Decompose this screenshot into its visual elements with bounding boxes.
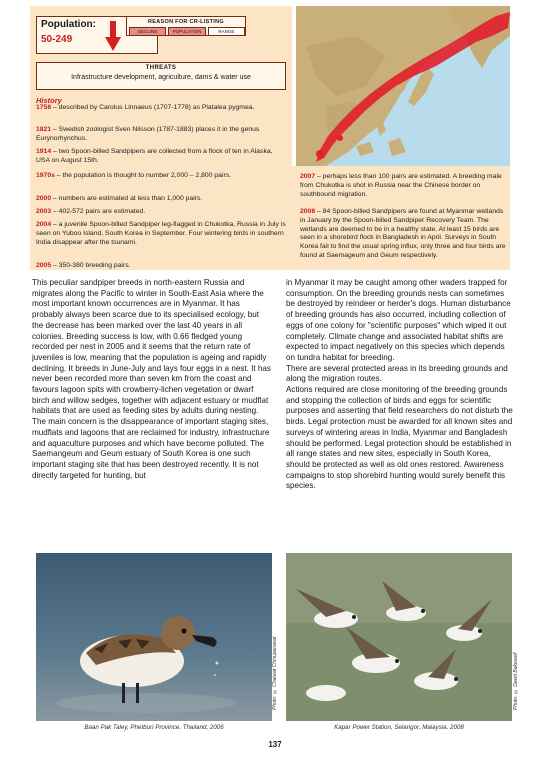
- reason-tags: [129, 27, 245, 36]
- photo-caption-right: Kapar Power Station, Selangor, Malaysia, 2008: [334, 724, 464, 731]
- history-text: – perhaps less than 100 pairs are estimated. A breeding male from Chukotka is shot in Russia near the Chinese border on southbound migration.: [300, 173, 502, 198]
- photo-caption-left: Baan Pak Taley, Phetburi Province, Thailand, 2006: [84, 724, 224, 731]
- history-year: 2007: [300, 173, 316, 180]
- history-text: – the population is thought to number 2,000 – 2,800 pairs.: [54, 172, 231, 179]
- reason-box: [126, 16, 246, 36]
- history-text: – two Spoon-billed Sandpipers are collected from a flock of ten in Alaska, USA on August 15th.: [36, 148, 273, 164]
- photo-credit-right: Photo: © David Bakewell: [513, 652, 519, 710]
- history-year: 1821: [36, 126, 52, 133]
- history-entry: [36, 104, 286, 113]
- history-text: – a juvenile Spoon-billed Sandpiper leg-flagged in Chukotka, Russia in July is seen on Yuboo Island, South Korea in September. Four wintering birds in southern India disappear after the tsunami.: [36, 221, 286, 246]
- history-entry: [36, 262, 286, 271]
- history-year: 2003: [36, 208, 52, 215]
- range-map: [296, 6, 510, 166]
- threats-text: Infrastructure development, agriculture, dams & water use: [71, 74, 251, 81]
- population-value: 50-249: [41, 34, 73, 45]
- history-entry: [36, 208, 286, 217]
- history-text: – described by Carolus Linnaeus (1707-1778) as Platalea pygmea.: [51, 104, 255, 111]
- threats-box: [36, 62, 286, 90]
- body-text-left: This peculiar sandpiper breeds in north-eastern Russia and migrates along the Pacific to winter in South-East Asia where the most important known occurrences are in Myanmar. It has probably always been scarce due to its specialised ecology, but the decrease has been marked over the last 40 years in all colonies. Breeding success is low, with 0.66 fledged young recorded per nest in 2005 and it seems that the return rate of juveniles is low, meaning that the population is ageing and rapidly declining. It breeds in June-July and lays four eggs in a nest. It has never been recorded more than seven km from the coast and favours lagoon spits with crowberry-lichen vegetation or dwarf birch and willow sedges, together with adjacent estuary or mudflat habitats that are used as feeding sites by adults during nesting. The main concern is the disappearance of important staging sites, mudflats and lagoons that are reclaimed for industry, infrastructure and aquaculture purposes and which have become polluted. The Saemangeum and Geum estuary of South Korea is one such important staging site that has been destroyed recently. It is not directly targeted for hunting, but: [32, 278, 271, 480]
- history-entry: [36, 126, 286, 144]
- history-year: 1758: [36, 104, 52, 111]
- decline-arrow-icon: [105, 21, 121, 51]
- reason-title: REASON FOR CR-LISTING: [148, 19, 224, 25]
- history-year: 2004: [36, 221, 52, 228]
- photo-sandpiper-standing: [36, 553, 272, 721]
- threats-title: THREATS: [145, 65, 177, 71]
- reason-tag-range: RANGE: [208, 27, 245, 36]
- population-label: Population:: [41, 19, 96, 30]
- page-number: 137: [268, 740, 282, 749]
- history-year: 2000: [36, 195, 52, 202]
- body-text-right: in Myanmar it may be caught among other waders trapped for consumption. On the breeding grounds nests can sometimes be destroyed by reindeer or herder's dogs. Human disturbance of breeding grounds has also occurred, including collection of eggs of one colony for "scientific purposes" which wiped it out completely. Climate change and associated habitat shifts are expected to impact negatively on this species which depends on tundra habitat for breeding. There are several protected areas in its breeding grounds and along the migration routes. Actions required are close monitoring of the breeding grounds and stopping the collection of birds and eggs for scientific purposes and asserting that field researchers do not disturb the birds. Legal protection must be awarded for all known sites and surveys of wintering areas in India, Myanmar and Bangladesh should be performed. Legal protection should be established in all range states and new sites, especially in South Korea, should be protected as well as old ones restored. Awareness campaigns to stop shorebird hunting would surely benefit this species.: [286, 278, 513, 491]
- range-map-image: [296, 6, 510, 166]
- history-entry: [36, 148, 286, 166]
- history-text: – 350-380 breeding pairs.: [51, 262, 131, 269]
- photo-credit-left: Photo: © Chaiwat Chinuparawat: [272, 636, 278, 710]
- reason-tag-decline: DECLINE: [129, 27, 166, 36]
- history-year: 2008: [300, 208, 316, 215]
- history-year: 1914: [36, 148, 52, 155]
- reason-tag-population: POPULATION: [168, 27, 205, 36]
- history-entry: [36, 195, 286, 204]
- photo-sandpipers-flight: [286, 553, 512, 721]
- history-text: – 402-572 pairs are estimated.: [51, 208, 146, 215]
- history-text: – 84 Spoon-billed Sandpipers are found at Myanmar wetlands in January by the Spoon-billed Sandpiper Recovery Team. The wetlands are deemed to be in a healthy state. At least 15 birds are seen in a shorebird flock in Bangladesh in April. Surveys in South Korea fail to find the usual spring influx, only three and four birds are found at Saemageum and Geum respectively.: [300, 208, 506, 259]
- history-year: 2005: [36, 262, 52, 269]
- history-entry: [36, 221, 286, 247]
- history-entry: [36, 172, 286, 181]
- history-text: – numbers are estimated at less than 1,000 pairs.: [51, 195, 203, 202]
- history-entry: [300, 173, 506, 199]
- history-year: 1970s: [36, 172, 55, 179]
- history-entry: [300, 208, 506, 261]
- history-heading: History: [36, 96, 62, 105]
- history-text: – Swedish zoologist Sven Nilsson (1787-1883) places it in the genus Eurynorhynchus.: [36, 126, 260, 142]
